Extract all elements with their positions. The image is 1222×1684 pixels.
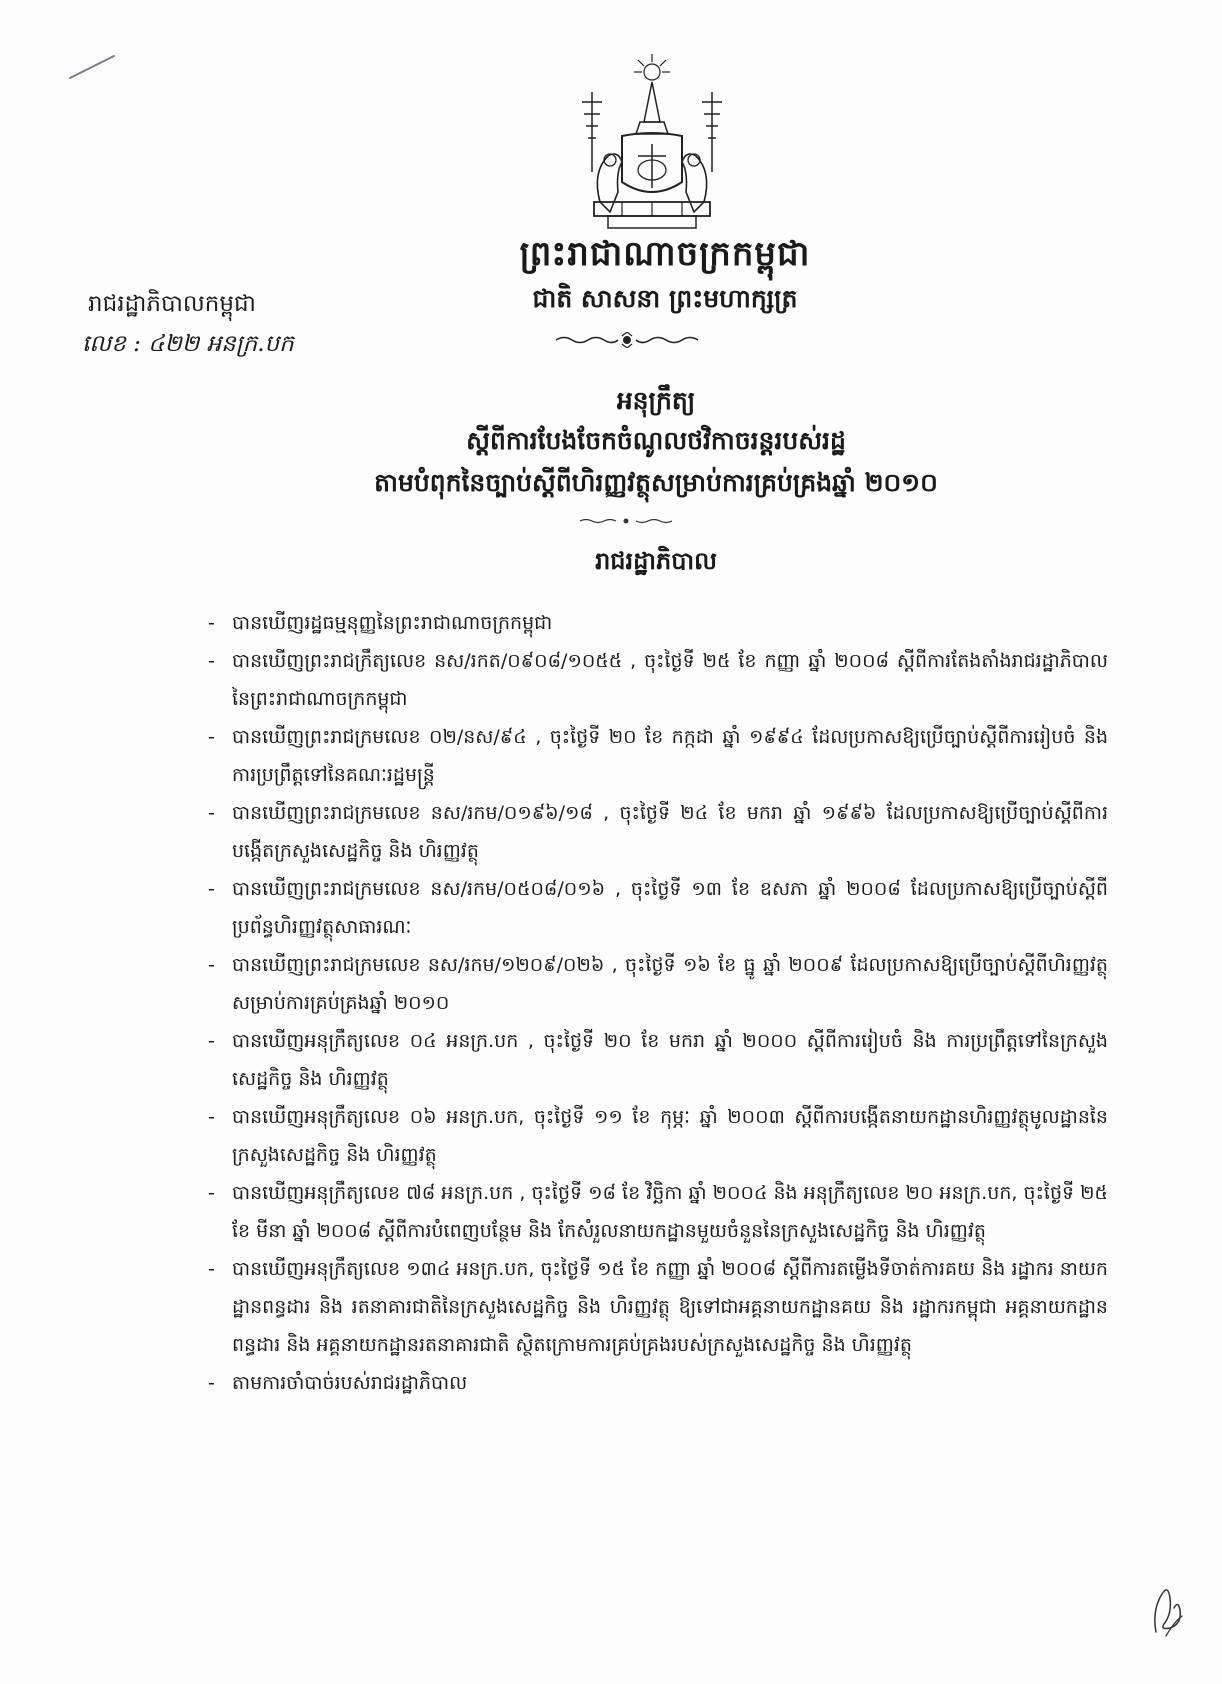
document-number: លេខ : ៤២២ អនក្រ.បក bbox=[82, 331, 294, 357]
preamble-clause-list bbox=[208, 604, 1108, 1402]
preamble-clause: - បានឃើញព្រះរាជក្រមលេខ ០២/នស/៩៤ , ចុះថ្ងៃទី ២០ ខែ កក្កដា ឆ្នាំ ១៩៩៤ ដែលប្រកាសឱ្យប្រើច្បាប់ស្តីពីការរៀបចំ និង ការប្រព្រឹត្តទៅនៃគណៈរដ្ឋមន្ត្រី bbox=[208, 726, 1108, 786]
clause-text: បានឃើញអនុក្រឹត្យលេខ ០៦ អនក្រ.បក, ចុះថ្ងៃទី ១១ ខែ កុម្ភៈ ឆ្នាំ ២០០៣ ស្តីពីការបង្កើតនាយកដ្ឋានហិរញ្ញវត្ថុមូលដ្ឋាននៃក្រសួងសេដ្ឋកិច្ច និង ហិរញ្ញវត្ថុ bbox=[232, 1106, 1108, 1166]
ornament-divider-top bbox=[552, 332, 702, 348]
national-motto: ជាតិ សាសនា ព្រះមហាក្សត្រ bbox=[532, 284, 798, 313]
preamble-clause: - តាមការចាំបាច់របស់រាជរដ្ឋាភិបាល bbox=[208, 1372, 468, 1394]
clause-text: បានឃើញរដ្ឋធម្មនុញ្ញនៃព្រះរាជាណាចក្រកម្ពុជា bbox=[232, 612, 553, 634]
ornament-divider-middle bbox=[578, 516, 674, 526]
clause-text: បានឃើញអនុក្រឹត្យលេខ ៧៨ អនក្រ.បក , ចុះថ្ងៃទី ១៨ ខែ វិច្ឆិកា ឆ្នាំ ២០០៤ និង អនុក្រឹត្យលេខ ២០ អនក្រ.បក, ចុះថ្ងៃទី ២៥ ខែ មីនា ឆ្នាំ ២០០៨ ស្តីពីការបំពេញបន្ថែម និង កែសំរួលនាយកដ្ឋានមួយចំនួននៃក្រសួងសេដ្ឋកិច្ច និង ហិរញ្ញវត្ថុ bbox=[232, 1182, 1108, 1242]
document-title-line-1: ស្តីពីការបែងចែកចំណូលថវិកាចរន្តរបស់រដ្ឋ bbox=[466, 426, 846, 455]
preamble-clause: - បានឃើញព្រះរាជក្រឹត្យលេខ នស/រកត/០៩០៨/១០៥៥ , ចុះថ្ងៃទី ២៥ ខែ កញ្ញា ឆ្នាំ ២០០៨ ស្តីពីការតែងតាំងរាជរដ្ឋាភិបាលនៃព្រះរាជាណាចក្រកម្ពុជា bbox=[208, 650, 1108, 710]
clause-text: បានឃើញព្រះរាជក្រមលេខ នស/រកម/០៥០៨/០១៦ , ចុះថ្ងៃទី ១៣ ខែ ឧសភា ឆ្នាំ ២០០៨ ដែលប្រកាសឱ្យប្រើច្បាប់ស្តីពីប្រព័ន្ធហិរញ្ញវត្ថុសាធារណៈ bbox=[232, 878, 1108, 938]
clause-text: បានឃើញព្រះរាជក្រមលេខ នស/រកម/០១៩៦/១៨ , ចុះថ្ងៃទី ២៤ ខែ មករា ឆ្នាំ ១៩៩៦ ដែលប្រកាសឱ្យប្រើច្បាប់ស្តីពីការបង្កើតក្រសួងសេដ្ឋកិច្ច និង ហិរញ្ញវត្ថុ bbox=[232, 802, 1108, 862]
preamble-clause: - បានឃើញអនុក្រឹត្យលេខ ៧៨ អនក្រ.បក , ចុះថ្ងៃទី ១៨ ខែ វិច្ឆិកា ឆ្នាំ ២០០៤ និង អនុក្រឹត្យលេខ ២០ អនក្រ.បក, ចុះថ្ងៃទី ២៥ ខែ មីនា ឆ្នាំ ២០០៨ ស្តីពីការបំពេញបន្ថែម និង កែសំរួលនាយកដ្ឋានមួយចំនួននៃក្រសួងសេដ្ឋកិច្ច និង ហិរញ្ញវត្ថុ bbox=[208, 1182, 1108, 1242]
preamble-clause: - បានឃើញព្រះរាជក្រមលេខ នស/រកម/១២០៩/០២៦ , ចុះថ្ងៃទី ១៦ ខែ ធ្នូ ឆ្នាំ ២០០៩ ដែលប្រកាសឱ្យប្រើច្បាប់ស្តីពីហិរញ្ញវត្ថុសម្រាប់ការគ្រប់គ្រងឆ្នាំ ២០១០ bbox=[208, 954, 1108, 1014]
issuer-heading: រាជរដ្ឋាភិបាល bbox=[595, 546, 717, 575]
preamble-clause: - បានឃើញអនុក្រឹត្យលេខ ០៤ អនក្រ.បក , ចុះថ្ងៃទី ២០ ខែ មករា ឆ្នាំ ២០០០ ស្តីពីការរៀបចំ និង ការប្រព្រឹត្តទៅនៃក្រសួងសេដ្ឋកិច្ច និង ហិរញ្ញវត្ថុ bbox=[208, 1030, 1108, 1090]
clause-text: បានឃើញព្រះរាជក្រមលេខ ០២/នស/៩៤ , ចុះថ្ងៃទី ២០ ខែ កក្កដា ឆ្នាំ ១៩៩៤ ដែលប្រកាសឱ្យប្រើច្បាប់ស្តីពីការរៀបចំ និង ការប្រព្រឹត្តទៅនៃគណៈរដ្ឋមន្ត្រី bbox=[232, 726, 1108, 786]
royal-coat-of-arms-emblem bbox=[552, 52, 752, 232]
kingdom-name-heading: ព្រះរាជាណាចក្រកម្ពុជា bbox=[519, 234, 811, 274]
preamble-clause: - បានឃើញអនុក្រឹត្យលេខ ១៣៤ អនក្រ.បក, ចុះថ្ងៃទី ១៥ ខែ កញ្ញា ឆ្នាំ ២០០៨ ស្តីពីការតម្លើងទីចាត់ការគយ និង រដ្ឋាករ នាយកដ្ឋានពន្ធដារ និង រតនាគារជាតិនៃក្រសួងសេដ្ឋកិច្ច និង ហិរញ្ញវត្ថុ ឱ្យទៅជាអគ្គនាយកដ្ឋានគយ និង រដ្ឋាករកម្ពុជា អគ្គនាយកដ្ឋានពន្ធដារ និង អគ្គនាយកដ្ឋានរតនាគារជាតិ ស្ថិតក្រោមការគ្រប់គ្រងរបស់ក្រសួងសេដ្ឋកិច្ច និង ហិរញ្ញវត្ថុ bbox=[208, 1258, 1108, 1356]
clause-text: បានឃើញព្រះរាជក្រមលេខ នស/រកម/១២០៩/០២៦ , ចុះថ្ងៃទី ១៦ ខែ ធ្នូ ឆ្នាំ ២០០៩ ដែលប្រកាសឱ្យប្រើច្បាប់ស្តីពីហិរញ្ញវត្ថុសម្រាប់ការគ្រប់គ្រងឆ្នាំ ២០១០ bbox=[232, 954, 1108, 1014]
clause-text: បានឃើញព្រះរាជក្រឹត្យលេខ នស/រកត/០៩០៨/១០៥៥ , ចុះថ្ងៃទី ២៥ ខែ កញ្ញា ឆ្នាំ ២០០៨ ស្តីពីការតែងតាំងរាជរដ្ឋាភិបាលនៃព្រះរាជាណាចក្រកម្ពុជា bbox=[232, 650, 1108, 710]
clause-text: បានឃើញអនុក្រឹត្យលេខ ១៣៤ អនក្រ.បក, ចុះថ្ងៃទី ១៥ ខែ កញ្ញា ឆ្នាំ ២០០៨ ស្តីពីការតម្លើងទីចាត់ការគយ និង រដ្ឋាករ នាយកដ្ឋានពន្ធដារ និង រតនាគារជាតិនៃក្រសួងសេដ្ឋកិច្ច និង ហិរញ្ញវត្ថុ ឱ្យទៅជាអគ្គនាយកដ្ឋានគយ និង រដ្ឋាករកម្ពុជា អគ្គនាយកដ្ឋានពន្ធដារ និង អគ្គនាយកដ្ឋានរតនាគារជាតិ ស្ថិតក្រោមការគ្រប់គ្រងរបស់ក្រសួងសេដ្ឋកិច្ច និង ហិរញ្ញវត្ថុ bbox=[232, 1258, 1108, 1356]
document-type-heading: អនុក្រឹត្យ bbox=[616, 386, 696, 415]
preamble-clause: - បានឃើញរដ្ឋធម្មនុញ្ញនៃព្រះរាជាណាចក្រកម្ពុជា bbox=[208, 612, 553, 634]
pen-scratch-mark bbox=[68, 52, 116, 82]
preamble-clause: - បានឃើញព្រះរាជក្រមលេខ នស/រកម/០៥០៨/០១៦ , ចុះថ្ងៃទី ១៣ ខែ ឧសភា ឆ្នាំ ២០០៨ ដែលប្រកាសឱ្យប្រើច្បាប់ស្តីពីប្រព័ន្ធហិរញ្ញវត្ថុសាធារណៈ bbox=[208, 878, 1108, 938]
document-title-line-2: តាមបំពុកនៃច្បាប់ស្តីពីហិរញ្ញវត្ថុសម្រាប់ការគ្រប់គ្រងឆ្នាំ ២០១០ bbox=[374, 468, 938, 497]
government-label: រាជរដ្ឋាភិបាលកម្ពុជា bbox=[88, 291, 256, 317]
preamble-clause: - បានឃើញព្រះរាជក្រមលេខ នស/រកម/០១៩៦/១៨ , ចុះថ្ងៃទី ២៤ ខែ មករា ឆ្នាំ ១៩៩៦ ដែលប្រកាសឱ្យប្រើច្បាប់ស្តីពីការបង្កើតក្រសួងសេដ្ឋកិច្ច និង ហិរញ្ញវត្ថុ bbox=[208, 802, 1108, 862]
handwritten-initial-signature bbox=[1148, 1580, 1188, 1640]
clause-text: បានឃើញអនុក្រឹត្យលេខ ០៤ អនក្រ.បក , ចុះថ្ងៃទី ២០ ខែ មករា ឆ្នាំ ២០០០ ស្តីពីការរៀបចំ និង ការប្រព្រឹត្តទៅនៃក្រសួងសេដ្ឋកិច្ច និង ហិរញ្ញវត្ថុ bbox=[232, 1030, 1108, 1090]
clause-text: តាមការចាំបាច់របស់រាជរដ្ឋាភិបាល bbox=[232, 1372, 468, 1394]
preamble-clause: - បានឃើញអនុក្រឹត្យលេខ ០៦ អនក្រ.បក, ចុះថ្ងៃទី ១១ ខែ កុម្ភៈ ឆ្នាំ ២០០៣ ស្តីពីការបង្កើតនាយកដ្ឋានហិរញ្ញវត្ថុមូលដ្ឋាននៃក្រសួងសេដ្ឋកិច្ច និង ហិរញ្ញវត្ថុ bbox=[208, 1106, 1108, 1166]
